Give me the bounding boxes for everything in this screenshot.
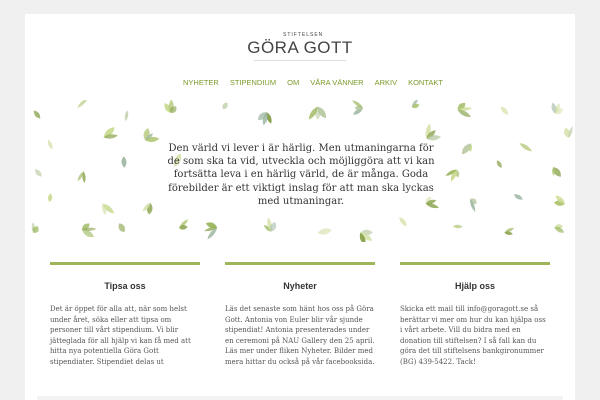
column-title[interactable]: Hjälp oss [454, 281, 495, 291]
nav-item-kontakt[interactable]: KONTAKT [408, 78, 443, 87]
column-text: Det är öppet för alla att, när som helst under året, söka eller att tipsa om personer till vårt stipendium. Vi blir jätteglada för all hjälp vi kan få med att hitta nya potentiella Göra Gott stipendiater. Stipendiet delas ut [50, 305, 191, 366]
hero-banner [25, 100, 575, 242]
nav-item-arkiv[interactable]: ARKIV [374, 78, 398, 87]
logo-title: GÖRA GOTT [247, 38, 353, 57]
logo-subtitle: STIFTELSEN [283, 32, 324, 38]
site-logo[interactable] [25, 34, 575, 61]
column-divider [50, 262, 200, 265]
nav-item-om[interactable]: OM [287, 78, 300, 87]
nav-item-stipendium[interactable]: STIPENDIUM [229, 78, 277, 87]
column-divider [225, 262, 375, 265]
nav-item-nyheter[interactable]: NYHETER [183, 78, 219, 87]
info-columns [50, 262, 550, 368]
column-title[interactable]: Tipsa oss [104, 281, 146, 291]
column-hjalp-oss [400, 262, 550, 368]
logo-underline [254, 60, 346, 61]
hero-text: Den värld vi lever i är härlig. Men utmaningarna för de som ska ta vid, utveckla och möjliggöra att vi kan fortsätta leva i en härlig värld, de är många. Goda förebilder är ett viktigt inslag för att man ska lyckas med utmaningar. [167, 143, 435, 207]
column-tipsa-oss [50, 262, 200, 368]
nav-item-vara-vanner[interactable]: VÅRA VÄNNER [310, 78, 364, 87]
column-nyheter [225, 262, 375, 368]
main-nav [183, 78, 443, 87]
page-container [25, 14, 575, 400]
column-text: Skicka ett mail till info@goragott.se så berättar vi mer om hur du kan hjälpa oss i vårt arbete. Vill du bidra med en donation till stiftelsen? I så fall kan du göra det till stiftelsens bankgironummer (BG) 439-5422. Tack! [400, 305, 546, 366]
column-title[interactable]: Nyheter [283, 281, 317, 291]
column-text: Läs det senaste som hänt hos oss på Göra Gott. Antonia von Euler blir vår sjunde stipendiat! Antonia presenterades under en ceremoni på NAU Gallery den 25 april. Läs mer under fliken Nyheter. Bilder med mera hittar du också på vår facebooksida. [225, 305, 375, 366]
footer-strip [37, 396, 563, 400]
column-divider [400, 262, 550, 265]
